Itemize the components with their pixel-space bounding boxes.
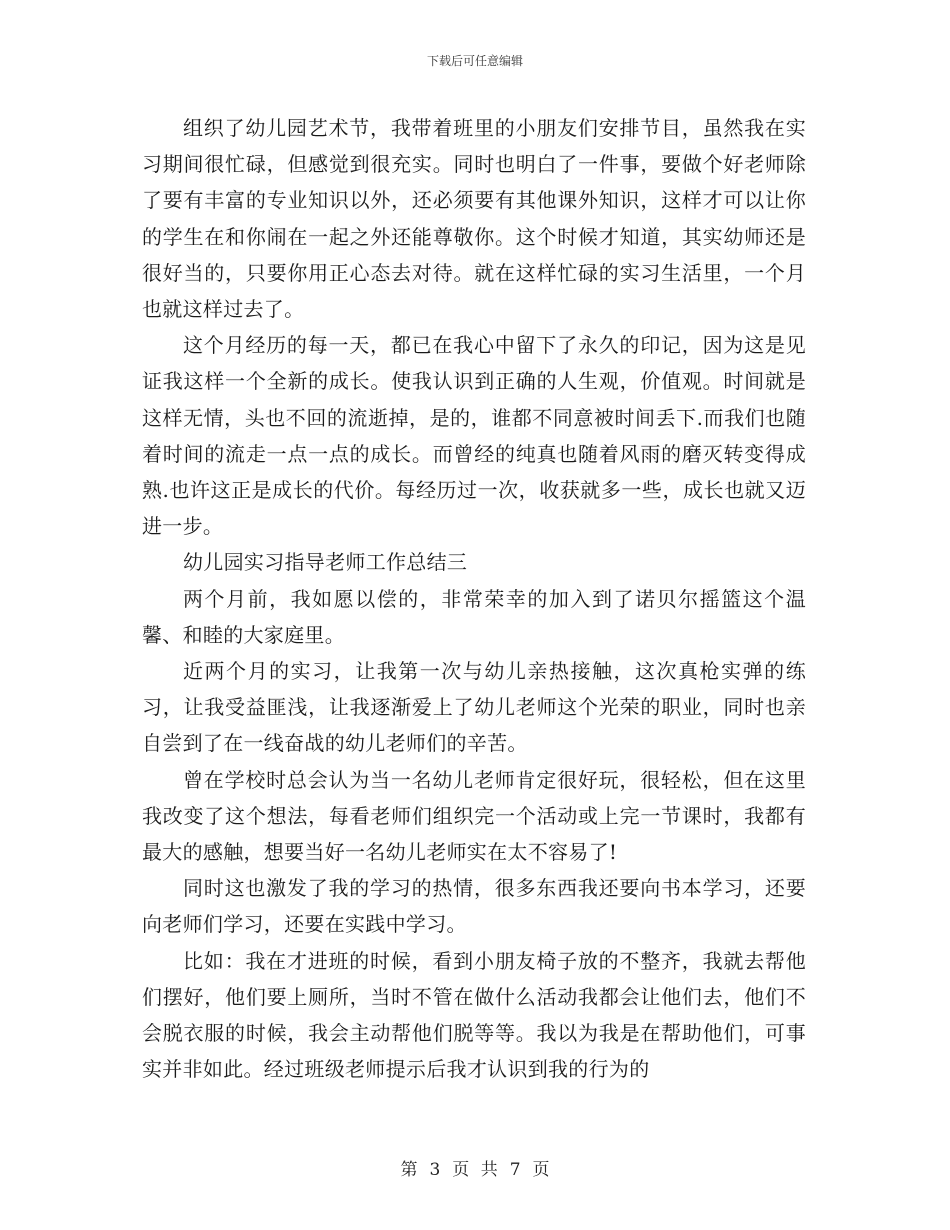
paragraph-1: 组织了幼儿园艺术节，我带着班里的小朋友们安排节目，虽然我在实习期间很忙碌，但感觉到很充实。同时也明白了一件事，要做个好老师除了要有丰富的专业知识以外，还必须要有其他课外知识，这样才可以让你的学生在和你闹在一起之外还能尊敬你。这个时候才知道，其实幼师还是很好当的，只要你用正心态去对待。就在这样忙碌的实习生活里，一个月也就这样过去了。 bbox=[142, 116, 806, 322]
paragraph-2: 这个月经历的每一天，都已在我心中留下了永久的印记，因为这是见证我这样一个全新的成长。使我认识到正确的人生观，价值观。时间就是这样无情，头也不回的流逝掉，是的，谁都不同意被时间丢下.而我们也随着时间的流走一点一点的成长。而曾经的纯真也随着风雨的磨灭转变得成熟.也许这正是成长的代价。每经历过一次，收获就多一些，成长也就又迈进一步。 bbox=[142, 333, 806, 539]
paragraph-6: 同时这也激发了我的学习的热情，很多东西我还要向书本学习，还要向老师们学习，还要在实践中学习。 bbox=[142, 876, 806, 937]
footer-page-number: 3 bbox=[429, 1160, 441, 1180]
footer-total-pages: 7 bbox=[509, 1160, 521, 1180]
paragraph-7: 比如：我在才进班的时候，看到小朋友椅子放的不整齐，我就去帮他们摆好，他们要上厕所，当时不管在做什么活动我都会让他们去，他们不会脱衣服的时候，我会主动帮他们脱等等。我以为我是在帮助他们，可事实并非如此。经过班级老师提示后我才认识到我的行为的 bbox=[142, 948, 806, 1082]
paragraph-3: 两个月前，我如愿以偿的，非常荣幸的加入到了诺贝尔摇篮这个温馨、和睦的大家庭里。 bbox=[142, 586, 806, 647]
paragraph-4: 近两个月的实习，让我第一次与幼儿亲热接触，这次真枪实弹的练习，让我受益匪浅，让我逐渐爱上了幼儿老师这个光荣的职业，同时也亲自尝到了在一线奋战的幼儿老师们的辛苦。 bbox=[142, 659, 806, 756]
page-header: 下载后可任意编辑 bbox=[426, 54, 523, 68]
footer-prefix: 第 bbox=[400, 1160, 418, 1180]
paragraph-5: 曾在学校时总会认为当一名幼儿老师肯定很好玩，很轻松，但在这里我改变了这个想法，每看老师们组织完一个活动或上完一节课时，我都有最大的感触，想要当好一名幼儿老师实在太不容易了! bbox=[142, 767, 806, 865]
section-heading: 幼儿园实习指导老师工作总结三 bbox=[183, 550, 468, 575]
document-body bbox=[142, 110, 806, 1087]
footer-middle: 页 共 bbox=[452, 1160, 498, 1180]
page-footer bbox=[0, 1155, 950, 1180]
footer-suffix: 页 bbox=[532, 1160, 550, 1180]
